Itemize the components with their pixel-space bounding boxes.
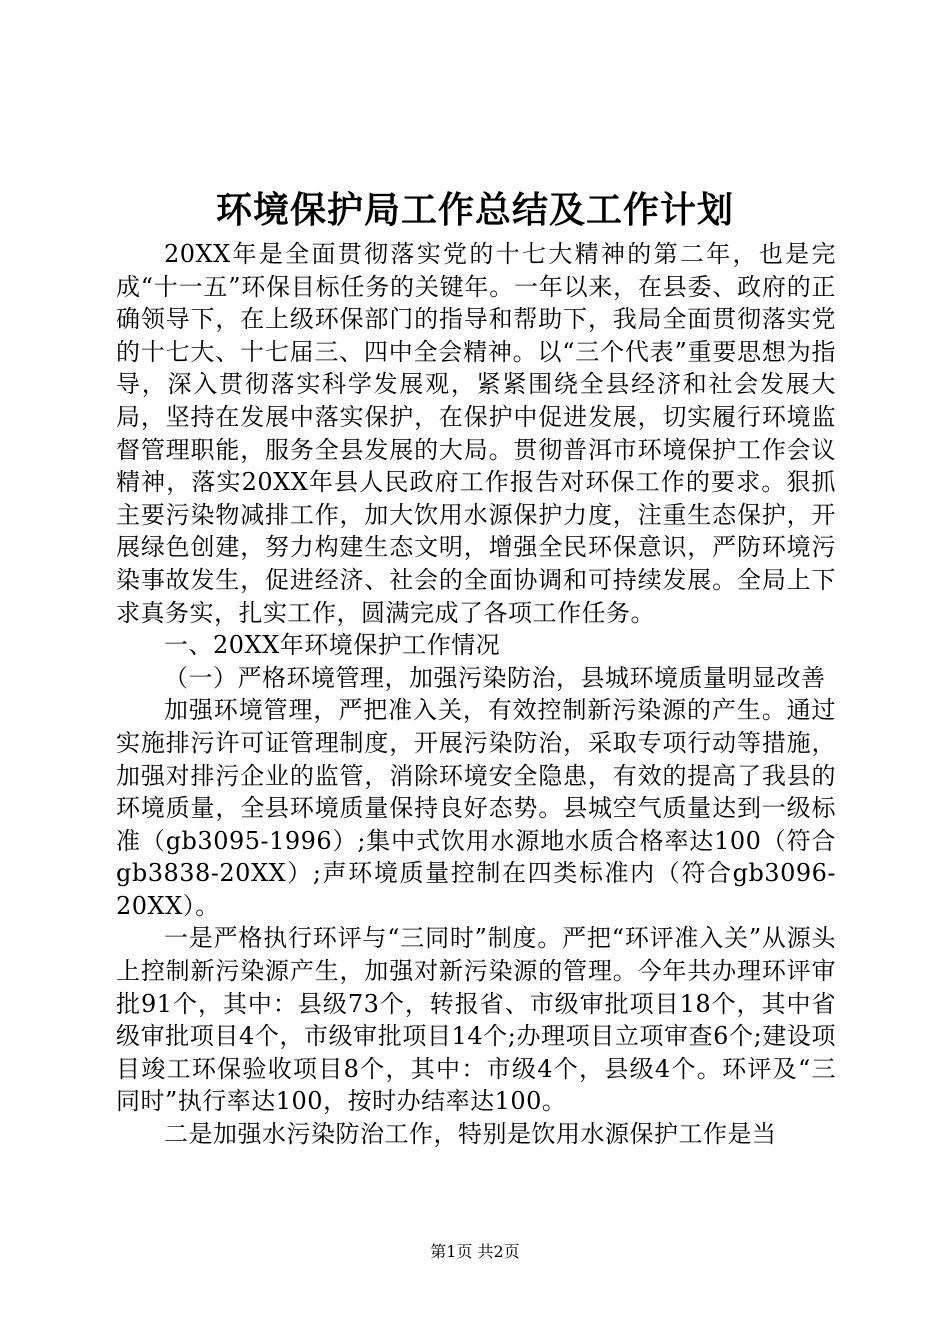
page-number-footer: 第1页 共2页 <box>430 1242 520 1261</box>
document-title: 环境保护局工作总结及工作计划 <box>215 189 734 231</box>
intro-paragraph: 20XX年是全面贯彻落实党的十七大精神的第二年，也是完成“十一五”环保目标任务的关键年。一年以来，在县委、政府的正确领导下，在上级环保部门的指导和帮助下，我局全面贯彻落实党的十七大、十七届三、四中全会精神。以“三个代表”重要思想为指导，深入贯彻落实科学发展观，紧紧围绕全县经济和社会发展大局，坚持在发展中落实保护，在保护中促进发展，切实履行环境监督管理职能，服务全县发展的大局。贯彻普洱市环境保护工作会议精神，落实20XX年县人民政府工作报告对环保工作的要求。狠抓主要污染物减排工作，加大饮用水源保护力度，注重生态保护，开展绿色创建，努力构建生态文明，增强全民环保意识，严防环境污染事故发生，促进经济、社会的全面协调和可持续发展。全局上下求真务实，扎实工作，圆满完成了各项工作任务。 <box>116 240 836 627</box>
section-heading: 一、20XX年环境保护工作情况 <box>164 631 501 660</box>
water-pollution-paragraph: 二是加强水污染防治工作，特别是饮用水源保护工作是当 <box>164 1120 777 1149</box>
environment-management-paragraph: 加强环境管理，严把准入关，有效控制新污染源的产生。通过实施排污许可证管理制度，开展污染防治，采取专项行动等措施，加强对排污企业的监管，消除环境安全隐患，有效的提高了我县的环境质量，全县环境质量保持良好态势。县城空气质量达到一级标准（gb3095-1996）;集中式饮用水源地水质合格率达100（符合gb3838-20XX）;声环境质量控制在四类标准内（符合gb3096-20XX）。 <box>116 696 836 920</box>
document-body <box>116 238 836 1151</box>
subsection-heading: （一）严格环境管理，加强污染防治，县城环境质量明显改善 <box>164 663 826 692</box>
eia-paragraph: 一是严格执行环评与“三同时”制度。严把“环评准入关”从源头上控制新污染源产生，加强对新污染源的管理。今年共办理环评审批91个，其中：县级73个，转报省、市级审批项目18个，其中省级审批项目4个，市级审批项目14个;办理项目立项审查6个;建设项目竣工环保验收项目8个，其中：市级4个，县级4个。环评及“三同时”执行率达100，按时办结率达100。 <box>116 924 836 1116</box>
